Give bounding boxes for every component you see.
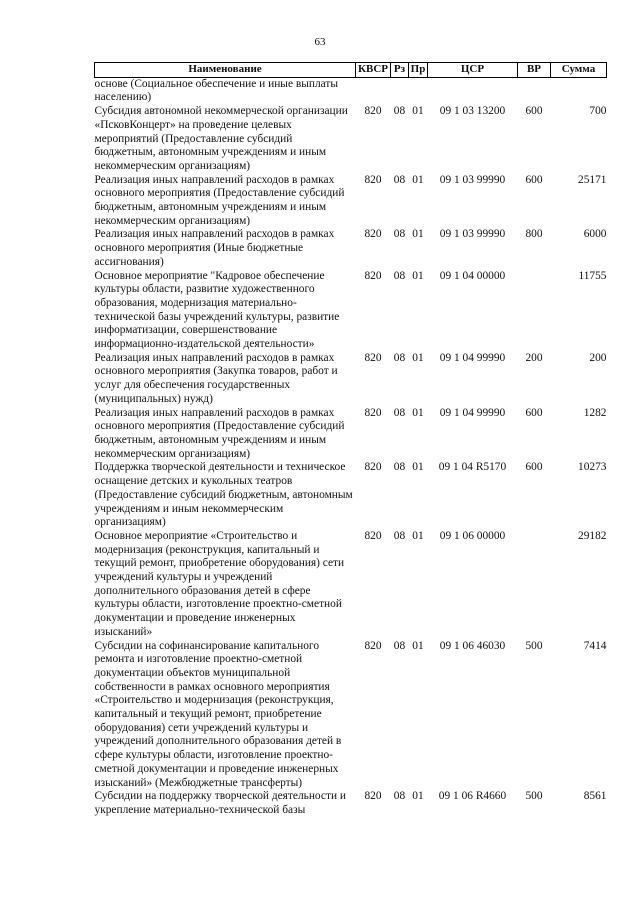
- table-body: [95, 77, 607, 817]
- cell-pr: 01: [412, 269, 424, 282]
- cell-sum: 1282: [583, 406, 607, 419]
- header-rz: Рз: [391, 63, 409, 78]
- cell-vr: 600: [525, 461, 543, 474]
- cell-csr: [428, 77, 518, 105]
- cell-name: Реализация иных направлений расходов в рамках основного мероприятия (Иные бюджетные ассигнования): [94, 228, 335, 268]
- cell-sum: [551, 77, 607, 105]
- header-csr: ЦСР: [428, 63, 518, 78]
- cell-pr: 01: [412, 461, 424, 474]
- table-row: [95, 270, 607, 352]
- cell-sum: 10273: [578, 461, 607, 474]
- cell-sum: 6000: [583, 228, 607, 241]
- cell-pr: 01: [412, 406, 424, 419]
- cell-kvsr: 820: [364, 105, 382, 118]
- cell-rz: 08: [393, 529, 406, 542]
- cell-csr: 09 1 03 99990: [439, 173, 506, 186]
- cell-pr: 01: [412, 228, 424, 241]
- table-row: [95, 530, 607, 640]
- table-row: [95, 174, 607, 229]
- cell-name: Субсидии на софинансирование капитального ремонта и изготовление проектно-сметной документации объектов муниципальной собственности в рамках основного мероприятия «Строительство и модернизация (реконструкция, капитальный и текущий ремонт, приобретение оборудования) сети учреждений культуры и учреждений дополнительного образования детей в сфере культуры области, изготовление проектно-сметной документации и проведение инженерных изысканий» (Межбюджетные трансферты): [94, 639, 342, 789]
- cell-kvsr: 820: [364, 269, 382, 282]
- cell-pr: 01: [412, 790, 424, 803]
- cell-rz: 08: [393, 351, 406, 364]
- cell-name: Основное мероприятие «Строительство и модернизация (реконструкция, капитальный и текущий ремонт, приобретение оборудования) сети учреждений культуры и учреждений дополнительного образования детей в сфере культуры области, изготовление проектно-сметной документации и проведение инженерных изысканий»: [94, 529, 345, 638]
- cell-pr: [409, 77, 428, 105]
- cell-rz: 08: [393, 461, 406, 474]
- cell-vr: [518, 530, 551, 640]
- cell-rz: 08: [393, 228, 406, 241]
- cell-rz: [391, 77, 409, 105]
- cell-csr: 09 1 03 13200: [439, 105, 506, 118]
- table-row: [95, 352, 607, 407]
- table-row: [95, 407, 607, 462]
- table-row: [95, 790, 607, 817]
- cell-name: Основное мероприятие "Кадровое обеспечение культуры области, развитие художественного образования, модернизация материально-технической базы учреждений культуры, развитие информатизации, совершенствование информационно-издательской деятельности»: [94, 269, 340, 351]
- cell-sum: 200: [589, 351, 607, 364]
- cell-kvsr: 820: [364, 461, 382, 474]
- header-sum: Сумма: [551, 63, 607, 78]
- budget-table: [94, 62, 607, 818]
- cell-pr: 01: [412, 529, 424, 542]
- cell-name: Реализация иных направлений расходов в рамках основного мероприятия (Предоставление субсидий бюджетным, автономным учреждениям и иным некоммерческим организациям): [94, 406, 345, 460]
- cell-name: Субсидия автономной некоммерческой организации «ПсковКонцерт» на проведение целевых мероприятий (Предоставление субсидий бюджетным, автономным учреждениям и иным некоммерческим организациям): [94, 105, 348, 172]
- table-row: [95, 105, 607, 174]
- table-row: [95, 461, 607, 530]
- cell-name: основе (Социальное обеспечение и иные выплаты населению): [94, 77, 339, 104]
- cell-kvsr: 820: [364, 351, 382, 364]
- cell-rz: 08: [393, 406, 406, 419]
- cell-csr: 09 1 04 99990: [439, 351, 506, 364]
- cell-vr: [518, 270, 551, 352]
- cell-rz: 08: [393, 269, 406, 282]
- cell-name: Реализация иных направлений расходов в рамках основного мероприятия (Закупка товаров, работ и услуг для обеспечения государственных (муниципальных) нужд): [94, 351, 338, 405]
- cell-vr: 500: [525, 790, 543, 803]
- header-kvsr: КВСР: [356, 63, 391, 78]
- cell-sum: 7414: [583, 639, 607, 652]
- cell-sum: 29182: [578, 529, 607, 542]
- cell-pr: 01: [412, 105, 424, 118]
- cell-vr: 600: [525, 173, 543, 186]
- cell-kvsr: 820: [364, 639, 382, 652]
- cell-kvsr: 820: [364, 529, 382, 542]
- cell-rz: 08: [393, 790, 406, 803]
- cell-kvsr: [356, 77, 391, 105]
- cell-kvsr: 820: [364, 406, 382, 419]
- cell-kvsr: 820: [364, 228, 382, 241]
- cell-name: Поддержка творческой деятельности и техническое оснащение детских и кукольных театров (Предоставление субсидий бюджетным, автономным учреждениям и иным некоммерческим организациям): [94, 461, 353, 529]
- cell-vr: 600: [525, 406, 543, 419]
- cell-csr: 09 1 04 R5170: [438, 461, 507, 474]
- cell-kvsr: 820: [364, 790, 382, 803]
- cell-vr: [518, 77, 551, 105]
- cell-csr: 09 1 03 99990: [439, 228, 506, 241]
- cell-csr: 09 1 06 46030: [439, 639, 506, 652]
- cell-csr: 09 1 04 00000: [439, 269, 506, 282]
- table-header-row: [95, 63, 607, 78]
- cell-csr: 09 1 04 99990: [439, 406, 506, 419]
- header-name: Наименование: [95, 63, 356, 78]
- cell-pr: 01: [412, 351, 424, 364]
- cell-rz: 08: [393, 173, 406, 186]
- cell-pr: 01: [412, 173, 424, 186]
- cell-rz: 08: [393, 105, 406, 118]
- cell-kvsr: 820: [364, 173, 382, 186]
- cell-pr: 01: [412, 639, 424, 652]
- cell-vr: 600: [525, 105, 543, 118]
- cell-sum: 700: [589, 105, 607, 118]
- header-vr: ВР: [518, 63, 551, 78]
- table-row: [95, 640, 607, 791]
- cell-sum: 25171: [578, 173, 607, 186]
- cell-sum: 11755: [578, 269, 607, 282]
- cell-csr: 09 1 06 R4660: [438, 790, 507, 803]
- cell-csr: 09 1 06 00000: [439, 529, 506, 542]
- cell-vr: 800: [525, 228, 543, 241]
- page-number: 63: [314, 36, 326, 48]
- table-row: [95, 228, 607, 269]
- cell-name: Субсидии на поддержку творческой деятельности и укрепление материально-технической базы: [94, 790, 346, 816]
- cell-name: Реализация иных направлений расходов в рамках основного мероприятия (Предоставление субсидий бюджетным, автономным учреждениям и иным некоммерческим организациям): [94, 173, 345, 227]
- cell-rz: 08: [393, 639, 406, 652]
- cell-sum: 8561: [583, 790, 607, 803]
- cell-vr: 500: [525, 639, 543, 652]
- table-row: [95, 77, 607, 105]
- cell-vr: 200: [525, 351, 543, 364]
- header-pr: Пр: [409, 63, 428, 78]
